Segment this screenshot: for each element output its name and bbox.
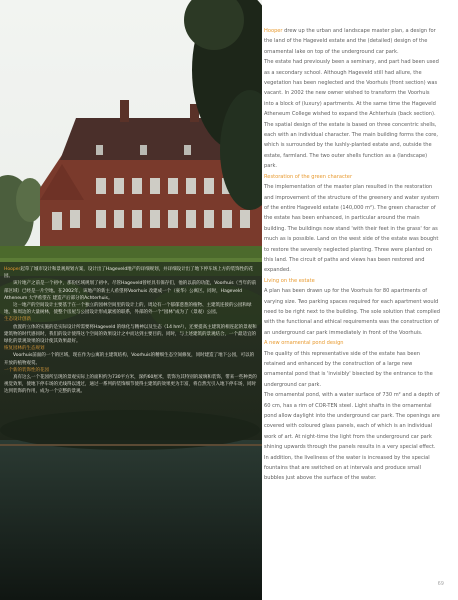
cn-paragraph: 真有这么一个花园所呈现的景观实际上的面积约为730平方米，深约60厘米，装饰为其特别的玻璃和装饰，带来一些种类的视觉效果，使地下停车场的光线得以透过，通过一系列的装饰细节使得主建筑的效果更为丰富，将自然光引入地下停车场，同时达到装饰的作用，成为一个完整的景观。 <box>4 375 257 395</box>
cn-heading: 恢复园林的生态规划 <box>4 346 45 352</box>
cn-intro <box>4 266 258 280</box>
en-heading: Restoration of the green character <box>264 173 353 180</box>
en-heading: Living on the estate <box>264 277 315 284</box>
en-paragraph: The quality of this representative side of the estate has been retained and enhanced by the construction of a large new ornamental pond that is 'invisibly' bisected by the entrance to the underground car park. <box>264 350 433 388</box>
cn-paragraph: 这一地产的空间设计主要基于在一个独立的园林空间里的设计上的，周边有一个郁郁葱葱的植物、主建筑连接的公园和绿地，和周边的大量树林，使整个房屋与公园设计形成紧密的联系，外部的外一个“园林”成为了（景观）公园。 <box>4 303 252 316</box>
cn-paragraph: 放置的立体的实施的是实际设计所需要将Hageveld 的绿化与精神以及生态（14 hm²），还要提高主建筑的相连起的景观和建筑物的时代感同时，我们的设计使得这个空间的效果设计之中而达到主要目的。同时，与上述建筑的景观结合，一个最适宜的绿化的景观效果的设计使其效果最好。 <box>4 324 257 345</box>
en-heading: A new ornamental pond design <box>264 340 344 347</box>
en-intro-text: drew up the urban and landscape master plan, a design for the land of the Hageveld estate and the (detailed) design of the ornamental lake on top of the underground car park. <box>264 28 436 55</box>
en-paragraph: The estate had previously been a seminary, and part had been used as a secondary school. Although Hageveld still had allure, the vegetation has been neglected and the Voorhuis (front section) was vacant. In 2002 the new owner wished to transform the Voorhuis into a block of (luxury) apartments. At the same time the Hageveld Atheneum College wished to expand the Achterhuis (back section). <box>264 59 439 118</box>
page-number: 69 <box>437 581 444 587</box>
en-paragraph: The implementation of the master plan resulted in the restoration and improvement of the structure of the greenery and water system of the entire Hageveld estate (140,000 m²). The green character of the estate has been enhanced, in particular around the main building. The buildings now stand 'with their feet in the grass' for as much as is possible. Land on the west side of the estate was bought to restore the severely neglected planting. Three were planted on this land. The circuit of paths and views has been restored and expanded. <box>264 184 440 274</box>
cn-heading: 生态设计创新 <box>4 317 31 323</box>
chinese-text-column <box>4 266 258 396</box>
en-paragraph: A plan has been drawn up for the Voorhuis for 80 apartments of varying size. Two parking spaces required for each apartment would need to be right next to the building. The sole solution that complied with the functional and ethical requirements was the construction of an underground car park immediately in front of the Voorhuis. <box>264 288 441 336</box>
cn-paragraph: Voorhuis前面的一个的区域，现在作为公寓的主建筑结构，Voorhuis的精细生态空间修复，同时建造了地下公园，可以的开放的植物观赏。 <box>4 353 255 366</box>
cn-intro-text: 起草了城市设计和景观规划方案，设计出了Hageveld地产的详细规划，并详细设计出了地下停车场上方的装饰性的花园。 <box>4 267 254 280</box>
cn-intro-author: Hooper <box>4 267 21 272</box>
english-text-column <box>264 26 440 484</box>
en-intro-author: Hooper <box>264 28 283 34</box>
en-paragraph: The spatial design of the estate is based on three concentric shells, each with an individual character. The main building forms the core, which is surrounded by the lushly-planted estate and, outside the estate, farmland. The two outer shells function as a (landscape) park. <box>264 121 439 170</box>
cn-heading: 一个新的装饰性的花园 <box>4 367 49 373</box>
en-intro <box>264 26 440 57</box>
cn-paragraph: 该片地产之前是一个初中，那份区域规划了初中。尽管Hageveld曾经具有保存们，他的以前的功能，Voorhuis（当年的前部区域）已经是一片空地。在2002年，该地产的新主人希望将Voorhuis 改建成一个（豪华）公寓区。同时，Hageveld Atheneum 大学希望在 建造产后部分的Achterhuis。 <box>4 281 257 301</box>
en-paragraph: The ornamental pond, with a water surface of 730 m² and a depth of 60 cm, has a rim of COR-TEN steel. Light shafts in the ornamental pond allow daylight into the underground car park. The openings are covered with coloured glass panels, each of which is an individual work of art. At night-time the light from the underground car park shining upwards through the panels results in a very special effect. In addition, the liveliness of the water is increased by the special fountains that are switched on at intervals and produce small bubbles just above the surface of the water. <box>264 392 440 482</box>
